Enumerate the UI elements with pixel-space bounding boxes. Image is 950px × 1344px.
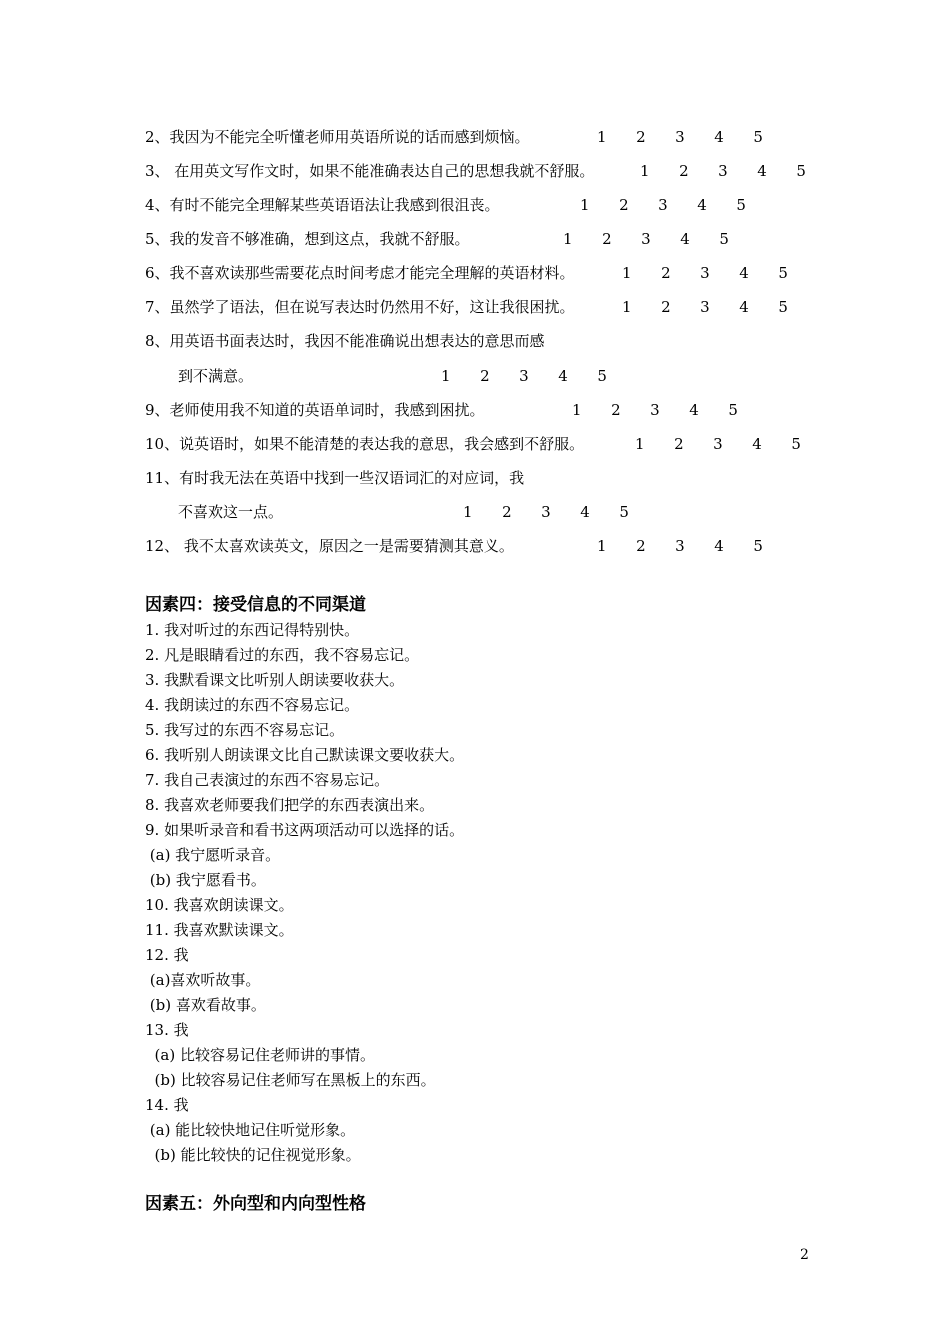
item-2: 2、我因为不能完全听懂老师用英语所说的话而感到烦恼。 [145, 128, 530, 146]
item-11-cont: 不喜欢这一点。 [178, 503, 284, 521]
f4-line-11: 11. 我喜欢默读课文。 [145, 921, 294, 939]
item-4: 4、有时不能完全理解某些英语语法让我感到很沮丧。 [145, 196, 500, 214]
item-5: 5、我的发音不够准确，想到这点，我就不舒服。 [145, 230, 470, 248]
f4-line-7: 7. 我自己表演过的东西不容易忘记。 [145, 771, 390, 789]
item-8-scale: 1 2 3 4 5 [441, 367, 607, 385]
f4-line-6: 6. 我听别人朗读课文比自己默读课文要收获大。 [145, 746, 465, 764]
item-3: 3、 在用英文写作文时，如果不能准确表达自己的思想我就不舒服。 [145, 162, 595, 180]
item-10-scale: 1 2 3 4 5 [635, 435, 801, 453]
item-6: 6、我不喜欢读那些需要花点时间考虑才能完全理解的英语材料。 [145, 264, 575, 282]
f4-line-2: 2. 凡是眼睛看过的东西，我不容易忘记。 [145, 646, 420, 664]
item-4-scale: 1 2 3 4 5 [580, 196, 746, 214]
f4-line-3: 3. 我默看课文比听别人朗读要收获大。 [145, 671, 405, 689]
item-11-scale: 1 2 3 4 5 [463, 503, 629, 521]
f4-line-13: 13. 我 [145, 1021, 189, 1039]
factor5-heading: 因素五：外向型和内向型性格 [145, 1194, 366, 1214]
item-9-scale: 1 2 3 4 5 [572, 401, 738, 419]
factor4-heading: 因素四：接受信息的不同渠道 [145, 595, 366, 615]
f4-line-8: 8. 我喜欢老师要我们把学的东西表演出来。 [145, 796, 435, 814]
f4-line-13a: (a) 比较容易记住老师讲的事情。 [145, 1046, 375, 1064]
f4-line-10: 10. 我喜欢朗读课文。 [145, 896, 294, 914]
f4-line-5: 5. 我写过的东西不容易忘记。 [145, 721, 345, 739]
item-9: 9、老师使用我不知道的英语单词时，我感到困扰。 [145, 401, 485, 419]
item-7-scale: 1 2 3 4 5 [622, 298, 788, 316]
f4-line-12a: (a)喜欢听故事。 [145, 971, 261, 989]
f4-line-1: 1. 我对听过的东西记得特别快。 [145, 621, 360, 639]
item-12: 12、 我不太喜欢读英文，原因之一是需要猜测其意义。 [145, 537, 514, 555]
f4-line-14a: (a) 能比较快地记住听觉形象。 [145, 1121, 356, 1139]
item-8: 8、用英语书面表达时，我因不能准确说出想表达的意思而感 [145, 332, 545, 350]
item-12-scale: 1 2 3 4 5 [597, 537, 763, 555]
f4-line-12b: (b) 喜欢看故事。 [145, 996, 266, 1014]
f4-line-9b: (b) 我宁愿看书。 [145, 871, 266, 889]
f4-line-14: 14. 我 [145, 1096, 189, 1114]
f4-line-12: 12. 我 [145, 946, 189, 964]
f4-line-4: 4. 我朗读过的东西不容易忘记。 [145, 696, 360, 714]
f4-line-9a: (a) 我宁愿听录音。 [145, 846, 281, 864]
item-5-scale: 1 2 3 4 5 [563, 230, 729, 248]
item-3-scale: 1 2 3 4 5 [640, 162, 806, 180]
item-2-scale: 1 2 3 4 5 [597, 128, 763, 146]
f4-line-14b: (b) 能比较快的记住视觉形象。 [145, 1146, 361, 1164]
item-10: 10、说英语时，如果不能清楚的表达我的意思，我会感到不舒服。 [145, 435, 585, 453]
item-11: 11、有时我无法在英语中找到一些汉语词汇的对应词，我 [145, 469, 525, 487]
page-number: 2 [800, 1247, 809, 1263]
item-8-cont: 到不满意。 [178, 367, 254, 385]
f4-line-13b: (b) 比较容易记住老师写在黑板上的东西。 [145, 1071, 436, 1089]
item-7: 7、虽然学了语法，但在说写表达时仍然用不好，这让我很困扰。 [145, 298, 575, 316]
f4-line-9: 9. 如果听录音和看书这两项活动可以选择的话。 [145, 821, 465, 839]
item-6-scale: 1 2 3 4 5 [622, 264, 788, 282]
